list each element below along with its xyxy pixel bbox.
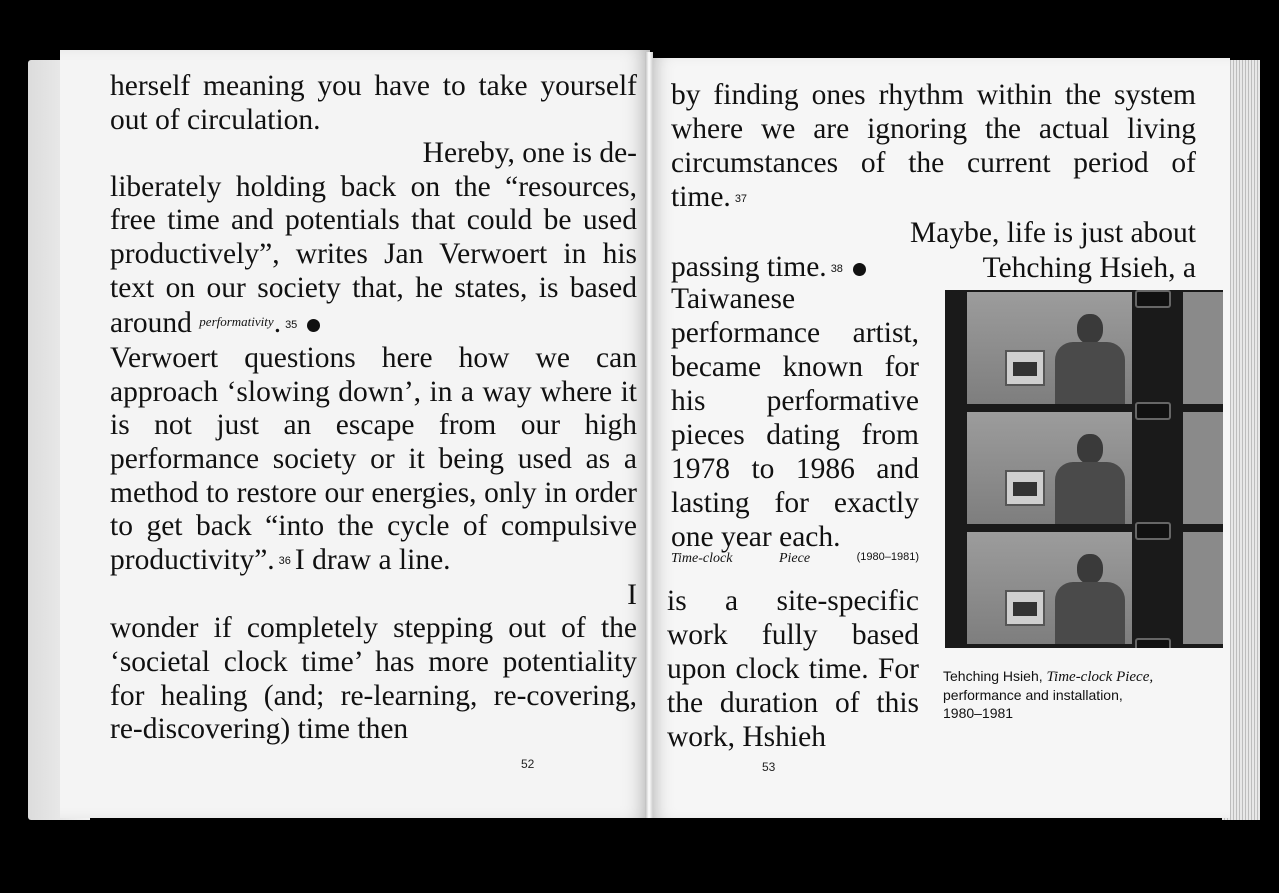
time-clock-piece-photo (945, 290, 1223, 648)
caption-years: 1980–1981 (943, 705, 1014, 721)
work-title-line (671, 551, 919, 567)
film-frame (967, 532, 1132, 644)
person-figure (1055, 314, 1125, 404)
time-clock-icon (1005, 470, 1045, 506)
person-figure (1055, 434, 1125, 524)
right-page-text-top (671, 78, 1196, 286)
superscript-word: performativity (199, 314, 274, 330)
film-sprocket (1135, 522, 1171, 540)
work-title-1: Time-clock (671, 551, 733, 566)
film-frame-edge (1183, 532, 1223, 644)
caption-name: Tehching Hsieh, (943, 668, 1047, 684)
page-number-left: 52 (521, 757, 535, 771)
bullet-dot-icon (307, 319, 320, 332)
time-clock-icon (1005, 350, 1045, 386)
book-gutter (645, 52, 653, 818)
person-figure (1055, 554, 1125, 644)
paragraph-3-end: I draw a line. (294, 543, 451, 576)
work-title-2: Piece (778, 551, 811, 566)
paragraph-4: wonder if completely stepping out of the ‘societal clock time’ has more potentiality for healing (and; re-learning, re-covering, re-discovering) time then (110, 612, 637, 746)
footnote-35: 35 (285, 318, 298, 331)
narrow-column-text: Taiwanese performance artist, became known for his performative pieces dating from 1978 to 1986 and lasting for exactly one year each. (671, 283, 919, 553)
paragraph-4-start: I (627, 578, 637, 611)
narrow-column-text-2: is a site-specific work fully based upon clock time. For the duration of this work, Hshieh (667, 585, 919, 753)
left-page-text (110, 70, 637, 747)
film-sprocket (1135, 638, 1171, 648)
film-frame (967, 412, 1132, 524)
caption-desc: performance and installation, (943, 687, 1123, 703)
film-frame-edge (1183, 412, 1223, 524)
footnote-36: 36 (278, 555, 291, 568)
film-sprocket (1135, 402, 1171, 420)
paragraph-3 (110, 342, 637, 579)
photo-caption (943, 667, 1203, 722)
paragraph-1: herself meaning you have to take yourself out of circulation. (110, 70, 637, 136)
passing-time: passing time. (671, 251, 827, 284)
film-sprocket (1135, 290, 1171, 308)
bullet-dot-icon (853, 263, 866, 276)
paragraph-2-start: Maybe, life is just about (910, 217, 1196, 250)
film-frame-edge (1183, 292, 1223, 404)
page-number-right: 53 (762, 760, 776, 774)
work-years: (1980–1981) (856, 551, 919, 563)
footnote-38: 38 (830, 263, 843, 276)
paragraph-2-body: liberately holding back on the “resources, free time and potentials that could be used productively”, writes Jan Verwoert in his text on our society that, he states, is based around (110, 170, 637, 340)
period: . (273, 307, 282, 340)
film-frame (967, 292, 1132, 404)
paragraph-3-body: Verwoert questions here how we can approach ‘slowing down’, in a way where it is not just an escape from our high performance society or it being used as a method to restore our energies, only in order to get back “into the cycle of compulsive productivity”. (110, 342, 637, 576)
paragraph-1: by finding ones rhythm within the system where we are ignoring the actual living circumstances of the current period of time. (671, 79, 1196, 213)
caption-title: Time-clock Piece, (1046, 669, 1154, 685)
footnote-37: 37 (734, 193, 748, 206)
time-clock-icon (1005, 590, 1045, 626)
paragraph-2-start: Hereby, one is de- (422, 137, 637, 170)
paragraph-2 (110, 171, 637, 342)
artist-intro: Tehching Hsieh, a (982, 252, 1196, 285)
